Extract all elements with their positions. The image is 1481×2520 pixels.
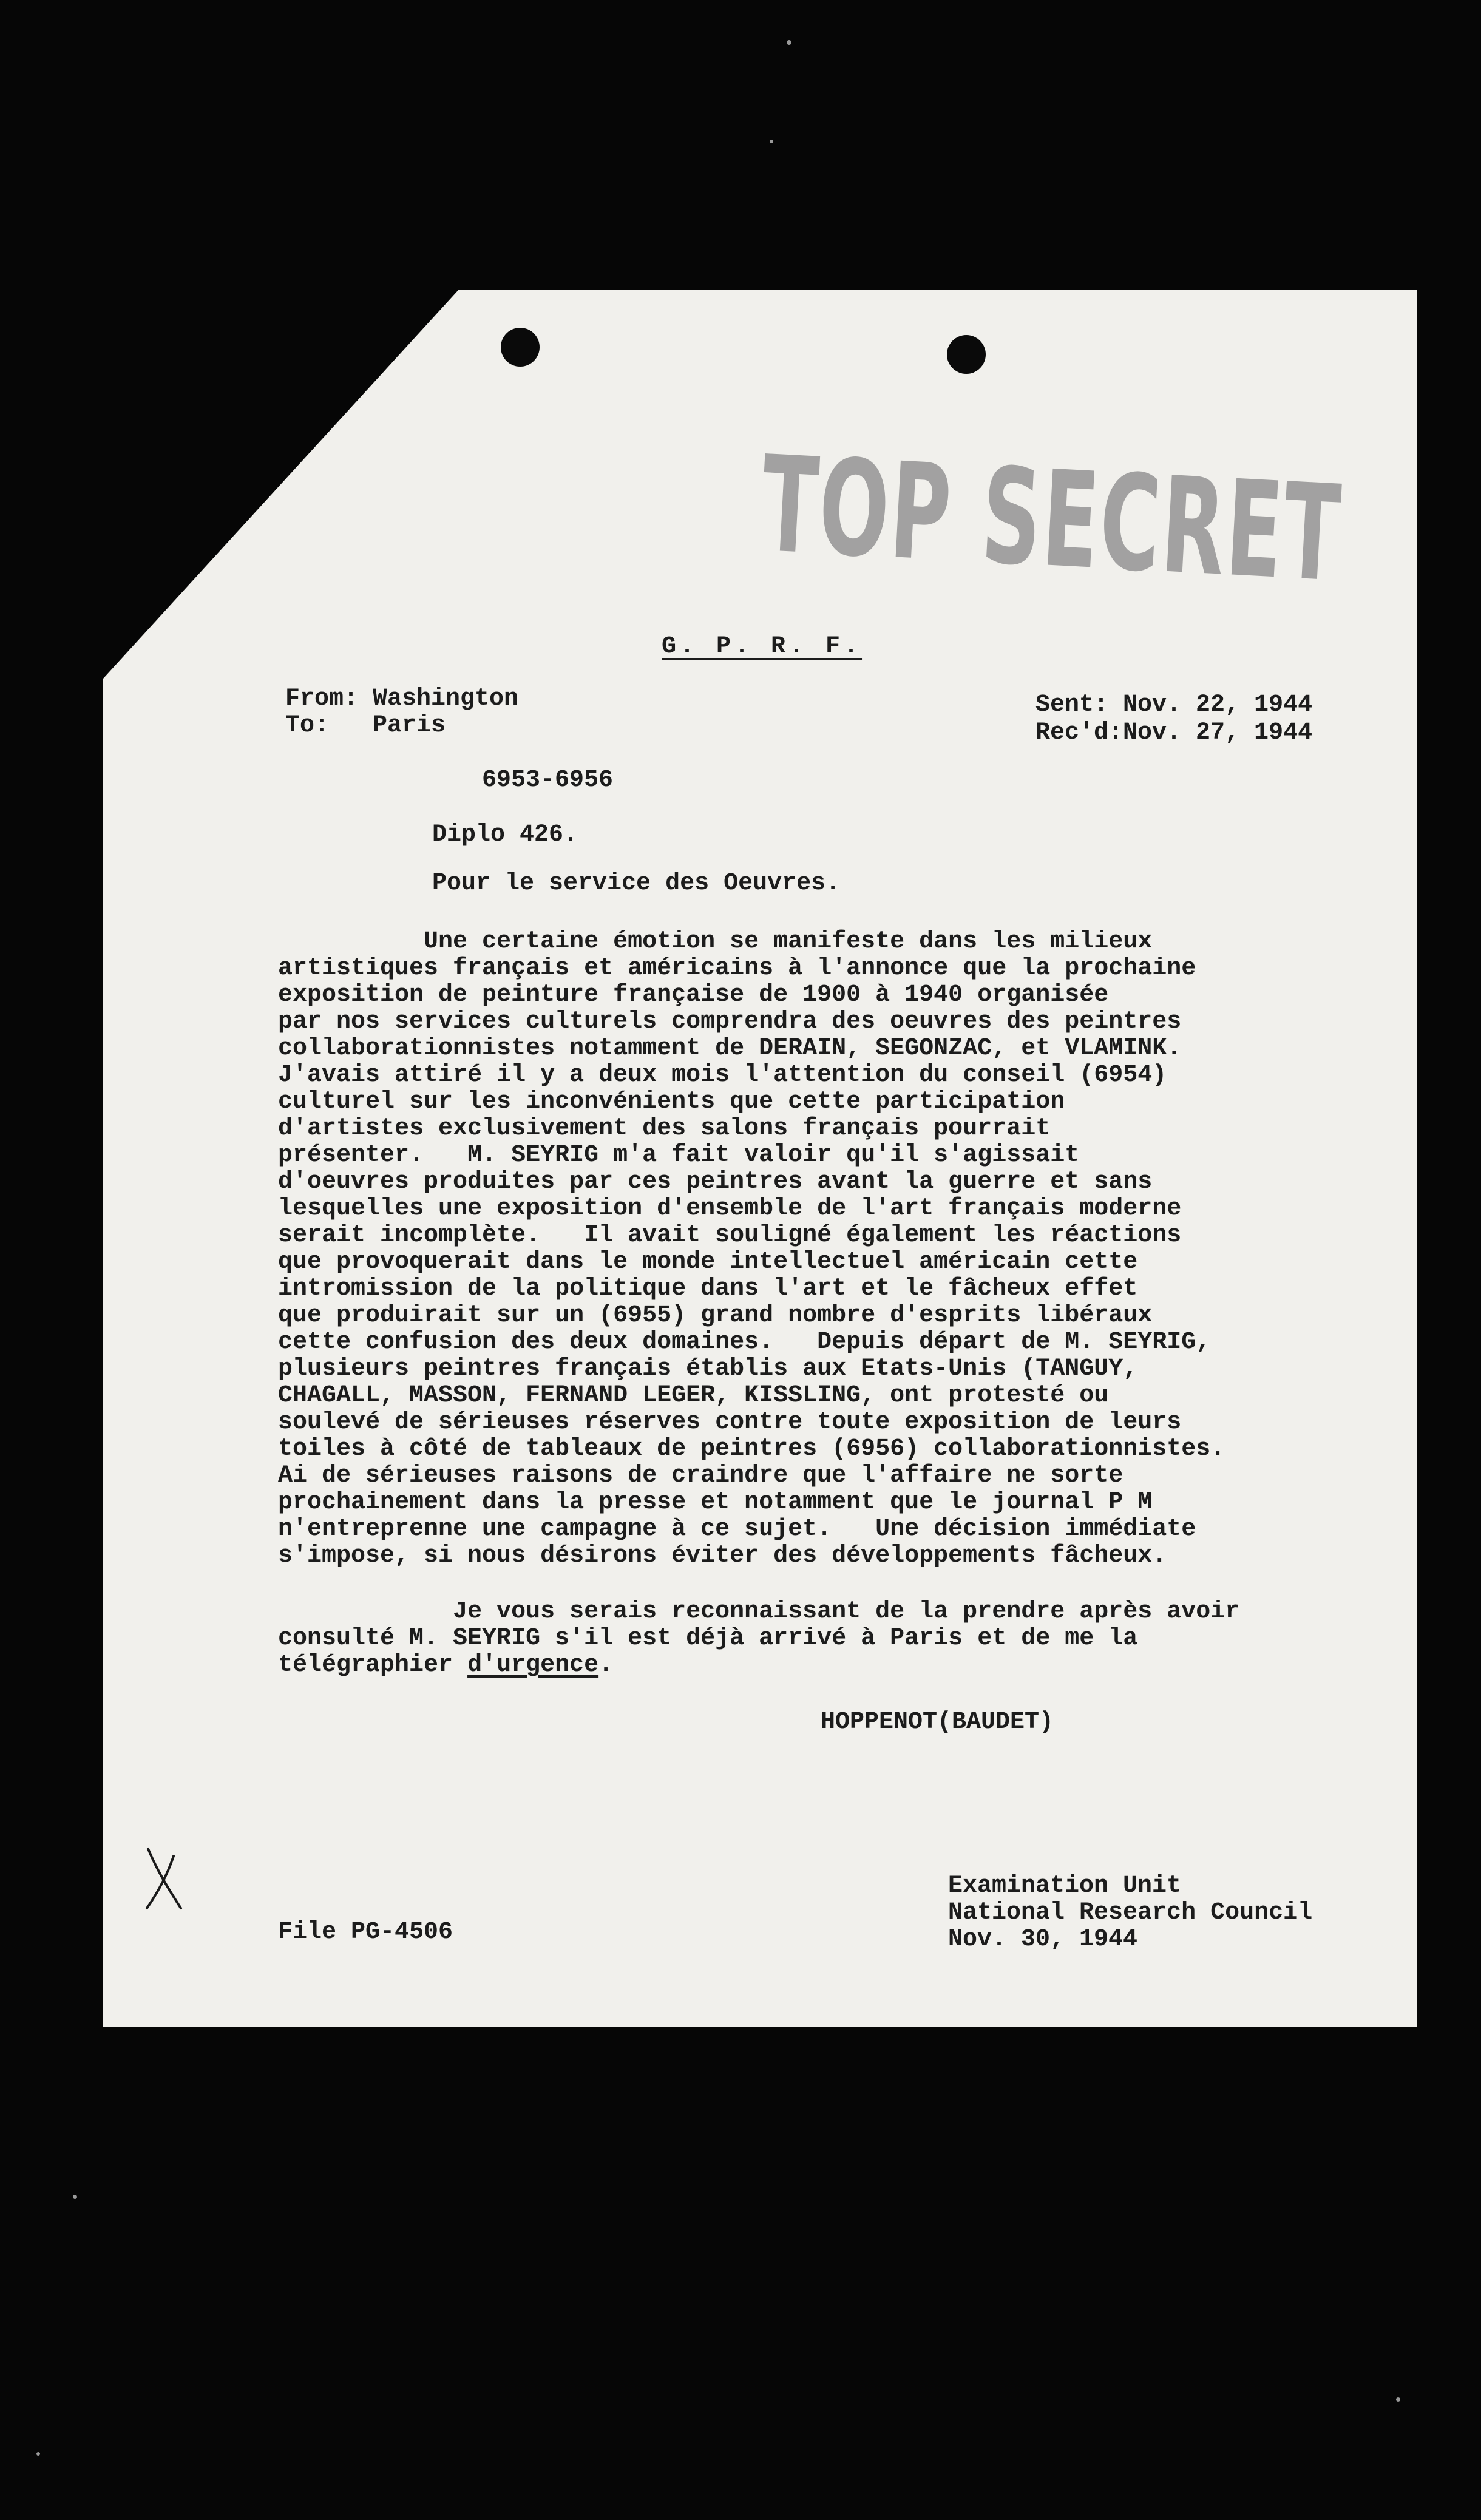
footer-unit: Examination Unit	[948, 1872, 1182, 1900]
received-date: Rec'd:Nov. 27, 1944	[1035, 719, 1313, 747]
from-line: From: Washington	[285, 685, 519, 713]
body-text-line: Je vous serais reconnaissant de la prendre après avoir	[278, 1598, 1240, 1625]
signature-line: HOPPENOT(BAUDET)	[821, 1709, 1054, 1736]
footer-council: National Research Council	[948, 1899, 1313, 1926]
body-text-line: Une certaine émotion se manifeste dans les milieux	[278, 928, 1153, 955]
footer-date: Nov. 30, 1944	[948, 1926, 1138, 1953]
film-speck	[770, 140, 773, 143]
body-text-line: exposition de peinture française de 1900 à 1940 organisée	[278, 981, 1109, 1009]
body-text-line: présenter. M. SEYRIG m'a fait valoir qu'il s'agissait	[278, 1142, 1080, 1169]
film-speck	[787, 40, 791, 45]
text-prefix: télégraphier	[278, 1651, 468, 1679]
body-text-line: cette confusion des deux domaines. Depuis départ de M. SEYRIG,	[278, 1329, 1211, 1356]
reference-line: Diplo 426.	[432, 821, 578, 848]
body-text-line: d'artistes exclusivement des salons français pourrait	[278, 1115, 1051, 1142]
body-text-line: par nos services culturels comprendra des oeuvres des peintres	[278, 1008, 1182, 1035]
salutation-line: Pour le service des Oeuvres.	[432, 870, 841, 897]
body-text-line: plusieurs peintres français établis aux Etats-Unis (TANGUY,	[278, 1355, 1138, 1383]
underlined-word: d'urgence	[467, 1651, 599, 1679]
body-text-line: J'avais attiré il y a deux mois l'attention du conseil (6954)	[278, 1062, 1167, 1089]
film-speck	[73, 2195, 77, 2199]
film-speck	[36, 2452, 40, 2456]
text-suffix: .	[598, 1651, 614, 1679]
body-text-line: culturel sur les inconvénients que cette participation	[278, 1088, 1065, 1116]
body-text-line: CHAGALL, MASSON, FERNAND LEGER, KISSLING, ont protesté ou	[278, 1382, 1109, 1409]
film-speck	[1396, 2397, 1400, 2402]
body-text-line: intromission de la politique dans l'art et le fâcheux effet	[278, 1275, 1138, 1302]
body-text-line: artistiques français et américains à l'annonce que la prochaine	[278, 955, 1196, 982]
message-numbers: 6953-6956	[482, 767, 614, 794]
body-text-line: toiles à côté de tableaux de peintres (6956) collaborationnistes.	[278, 1435, 1225, 1463]
sent-date: Sent: Nov. 22, 1944	[1035, 691, 1313, 719]
body-text-line-last	[278, 1652, 613, 1679]
body-text-line: soulevé de sérieuses réserves contre toute exposition de leurs	[278, 1409, 1182, 1436]
handwritten-x-mark	[143, 1845, 186, 1912]
document-heading: G. P. R. F.	[662, 633, 863, 660]
body-text-line: Ai de sérieuses raisons de craindre que l'affaire ne sorte	[278, 1462, 1123, 1489]
file-number: File PG-4506	[278, 1919, 453, 1946]
punch-hole-left	[501, 328, 540, 367]
body-text-line: que provoquerait dans le monde intellectuel américain cette	[278, 1248, 1138, 1276]
punch-hole-right	[947, 335, 986, 374]
top-secret-stamp: TOP SECRET	[757, 428, 1346, 612]
body-text-line: n'entreprenne une campagne à ce sujet. Une décision immédiate	[278, 1516, 1196, 1543]
body-text-line: collaborationnistes notamment de DERAIN, SEGONZAC, et VLAMINK.	[278, 1035, 1182, 1062]
body-text-line: serait incomplète. Il avait souligné également les réactions	[278, 1222, 1182, 1249]
body-text-line: consulté M. SEYRIG s'il est déjà arrivé à Paris et de me la	[278, 1625, 1138, 1652]
body-text-line: d'oeuvres produites par ces peintres avant la guerre et sans	[278, 1168, 1153, 1196]
to-line: To: Paris	[285, 712, 446, 739]
body-text-line: lesquelles une exposition d'ensemble de l'art français moderne	[278, 1195, 1182, 1222]
body-text-line: que produirait sur un (6955) grand nombre d'esprits libéraux	[278, 1302, 1153, 1329]
body-text-line: s'impose, si nous désirons éviter des développements fâcheux.	[278, 1542, 1167, 1570]
body-text-line: prochainement dans la presse et notamment que le journal P M	[278, 1489, 1153, 1516]
